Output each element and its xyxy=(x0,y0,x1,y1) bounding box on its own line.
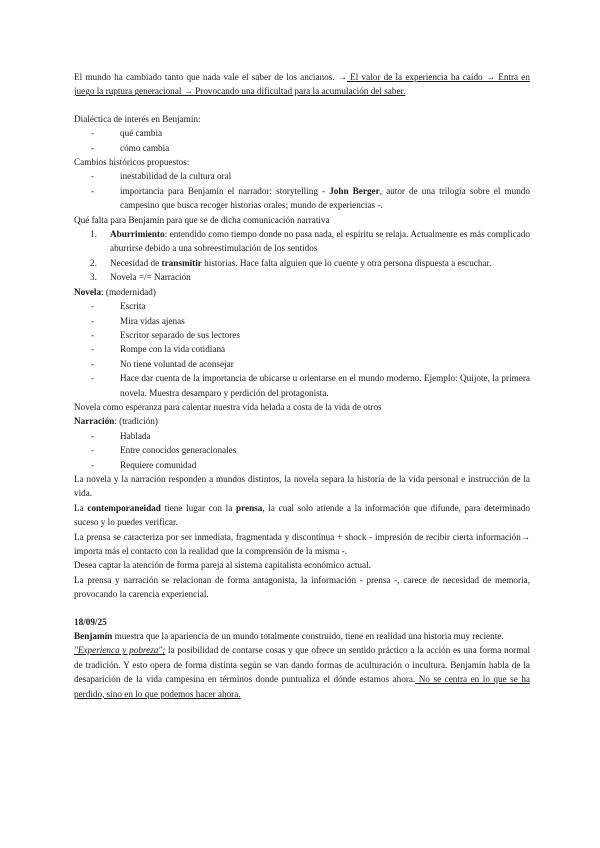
dialectica-list xyxy=(74,126,530,155)
novela-list xyxy=(74,299,530,400)
falta-list xyxy=(74,227,530,285)
novela-heading: Novela: (modernidad) xyxy=(74,286,156,297)
list-item: - Requiere comunidad xyxy=(74,458,530,472)
list-item: - Escritor separado de sus lectores xyxy=(74,328,530,342)
dialectica-heading: Dialéctica de interés en Benjamín: xyxy=(74,113,201,124)
date-heading: 18/09/25 xyxy=(74,616,107,627)
list-item: - Entre conocidos generacionales xyxy=(74,443,530,457)
paragraph-experiencia: "Experienca y pobreza"; la posibilidad de contarse cosas y que ofrece un sentido práctico a la acción es una forma normal de tradición. Y esto opera de forma distinta según se van dando formas de aculturación o incultura. Benjamín habla de la desaparición de la vida campesina en términos donde puntualiza el dónde estamos ahora. No se centra en lo que se ha perdido, sino en lo que podemos hacer ahora. xyxy=(74,645,531,699)
document-page xyxy=(74,70,530,701)
intro-paragraph: El mundo ha cambiado tanto que nada vale el saber de los ancianos. → El valor de la experiencia ha caído → Entra en juego la ruptura generacional → Provocando una dificultad para la acumulación del saber. xyxy=(74,72,530,97)
paragraph-antagonista: La prensa y narración se relacionan de forma antagonista, la información - prensa -, carece de necesidad de memoria, provocando la carencia experiencial. xyxy=(74,574,530,600)
list-item: - importancia para Benjamín el narrador: storytelling - John Berger, autor de una trilogía sobre el mundo campesino que busca recoger historias orales; mundo de experiencias -. xyxy=(74,184,530,213)
list-item: - Mira vidas ajenas xyxy=(74,314,530,328)
list-item: 3. Novela =/= Narración xyxy=(90,272,191,283)
list-item: - Escrita xyxy=(74,299,530,313)
paragraph-contemporaneidad: La contemporaneidad tiene lugar con la prensa, la cual solo atiende a la información que difunde, para determinado suceso y lo puedes verificar. xyxy=(74,502,530,528)
list-item: - cómo cambia xyxy=(74,141,530,155)
cambios-heading: Cambios históricos propuestos: xyxy=(74,157,190,168)
paragraph-novela-narracion: La novela y la narración responden a mundos distintos, la novela separa la historia de la vida personal e instrucción de la vida. xyxy=(74,473,530,499)
list-item: - Rompe con la vida cotidiana xyxy=(74,342,530,356)
paragraph-prensa: La prensa se caracteriza por ser inmediata, fragmentada y discontinua + shock - impresión de recibir cierta información→ importa más el contacto con la realidad que la comprensión de la misma -. xyxy=(74,531,530,556)
list-item: - inestabilidad de la cultura oral xyxy=(74,169,530,183)
list-item: - Hace dar cuenta de la importancia de ubicarse u orientarse en el mundo moderno. Ejemplo: Quijote, la primera novela. Muestra desamparo y perdición del protagonista. xyxy=(74,371,530,400)
cambios-list xyxy=(74,169,530,212)
list-item: - No tiene voluntad de aconsejar xyxy=(74,357,530,371)
list-item: 2. Necesidad de transmitir historias. Hace falta alguien que lo cuente y otra persona dispuesta a escuchar. xyxy=(90,257,492,268)
list-item: - qué cambia xyxy=(74,126,530,140)
list-item: 1. Aburrimiento: entendido como tiempo donde no pasa nada, el espíritu se relaja. Actualmente es más complicado aburrirse debido a una sobreestimulación de los sentidos xyxy=(90,229,530,254)
list-item: - Hablada xyxy=(74,429,530,443)
narracion-list xyxy=(74,429,530,472)
novela-after: Novela como esperanza para calentar nuestra vida helada a costa de la vida de otros xyxy=(74,401,382,412)
narracion-heading: Narración: (tradición) xyxy=(74,416,158,427)
paragraph-capitalista: Desea captar la atención de forma pareja al sistema capitalista económico actual. xyxy=(74,560,371,571)
falta-heading: Qué falta para Benjamín para que se de dicha comunicación narrativa xyxy=(74,214,330,225)
paragraph-benjamin: Benjamín muestra que la apariencia de un mundo totalmente construido, tiene en realidad una historia muy reciente. xyxy=(74,631,504,642)
